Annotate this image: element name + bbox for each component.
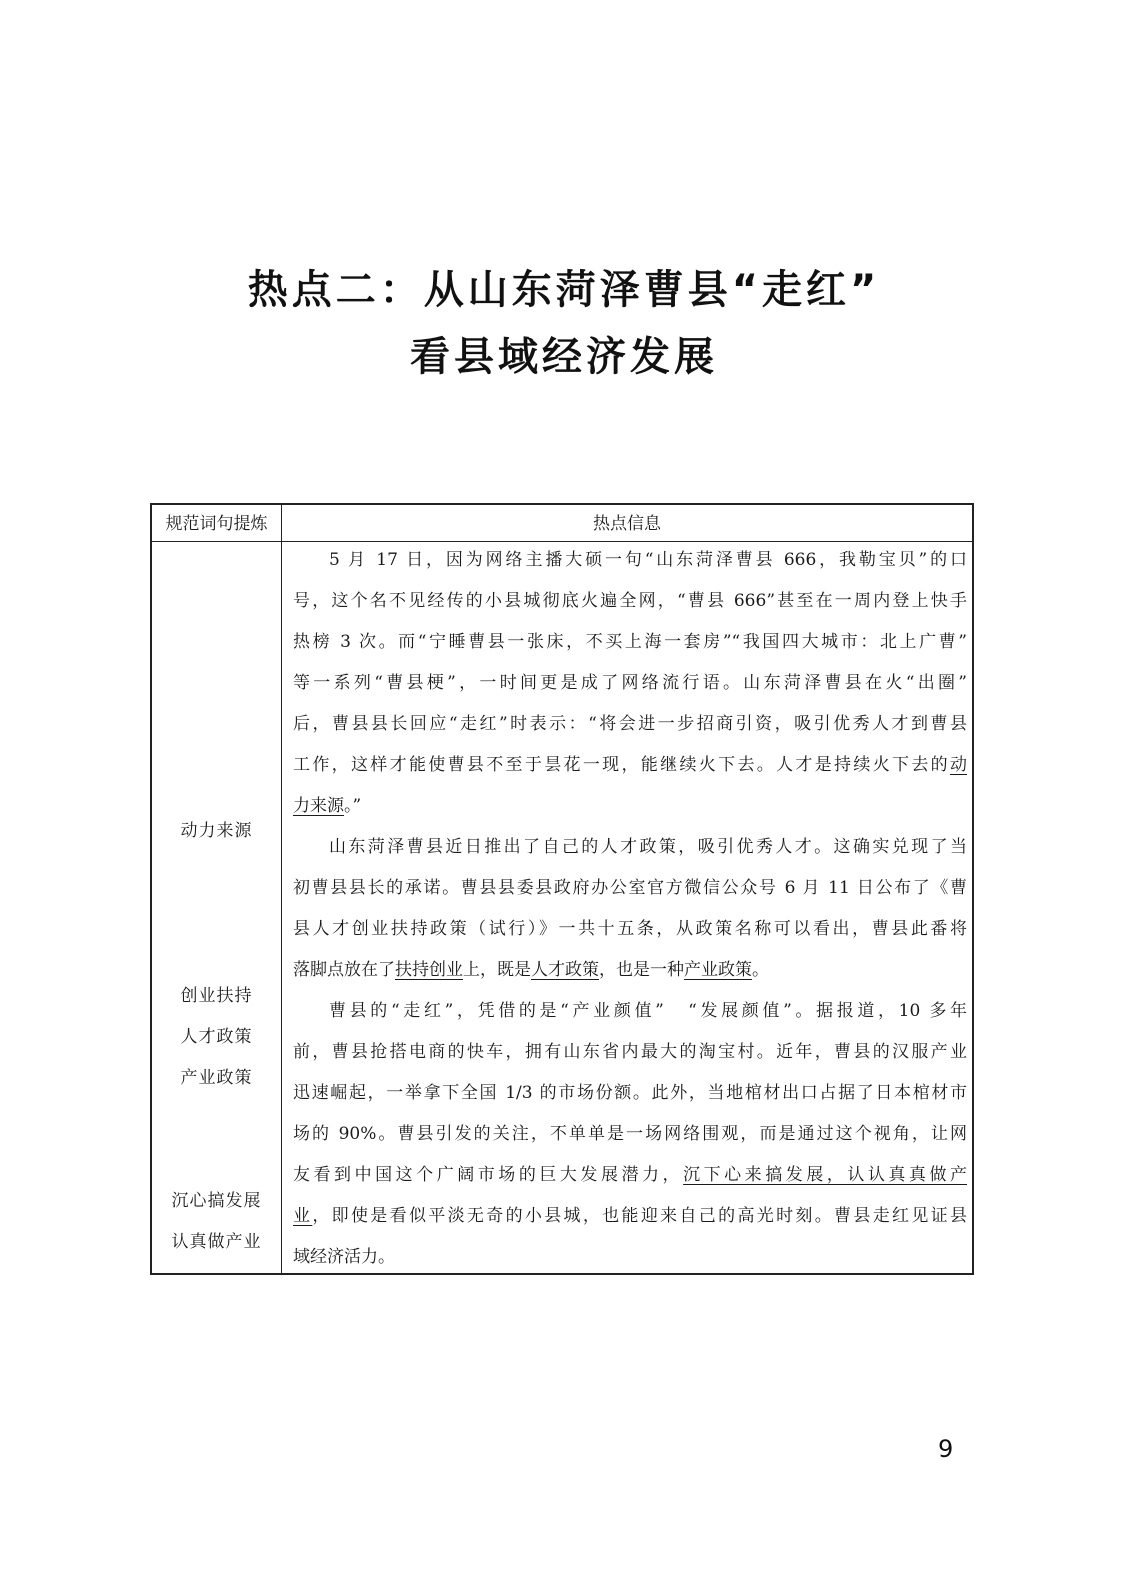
hotspot-table xyxy=(150,503,974,1275)
info-line: 后，曹县县长回应“走红”时表示：“将会进一步招商引资，吸引优秀人才到曹县 xyxy=(293,714,967,734)
info-line: 曹县的“走红”，凭借的是“产业颜值” “发展颜值”。据报道，10 多年 xyxy=(329,1001,967,1021)
info-line: 场的 90%。曹县引发的关注，不单单是一场网络围观，而是通过这个视角，让网 xyxy=(293,1124,967,1144)
info-line: 域经济活力。 xyxy=(293,1247,395,1267)
info-line: 业，即使是看似平淡无奇的小县城，也能迎来自己的高光时刻。曹县走红见证县 xyxy=(293,1206,967,1226)
underline-dongli-cont: 力来源 xyxy=(293,796,344,816)
info-line: 热榜 3 次。而“宁睡曹县一张床，不买上海一套房”“我国四大城市：北上广曹” xyxy=(293,632,967,652)
column-divider xyxy=(281,505,282,1273)
info-line: 工作，这样才能使曹县不至于昙花一现，能继续火下去。人才是持续火下去的动 xyxy=(293,755,967,775)
info-line: 友看到中国这个广阔市场的巨大发展潜力，沉下心来搞发展，认认真真做产 xyxy=(293,1165,967,1185)
header-info: 热点信息 xyxy=(593,514,661,534)
info-line: 迅速崛起，一举拿下全国 1/3 的市场份额。此外，当地棺材出口占据了日本棺材市 xyxy=(293,1083,967,1103)
page-number: 9 xyxy=(938,1435,954,1463)
keyword-renzhen: 认真做产业 xyxy=(171,1232,262,1252)
page-title-line-1: 热点二：从山东菏泽曹县“走红” xyxy=(247,267,881,313)
info-line: 落脚点放在了扶持创业上，既是人才政策，也是一种产业政策。 xyxy=(293,960,769,980)
info-line: 力来源。” xyxy=(293,796,362,816)
keyword-chenxin: 沉心搞发展 xyxy=(171,1191,262,1211)
underline-rencai: 人才政策 xyxy=(531,960,599,980)
header-keywords: 规范词句提炼 xyxy=(165,514,268,534)
info-line: 山东菏泽曹县近日推出了自己的人才政策，吸引优秀人才。这确实兑现了当 xyxy=(329,837,967,857)
info-line: 等一系列“曹县梗”，一时间更是成了网络流行语。山东菏泽曹县在火“出圈” xyxy=(293,673,967,693)
info-line: 前，曹县抢搭电商的快车，拥有山东省内最大的淘宝村。近年，曹县的汉服产业 xyxy=(293,1042,967,1062)
page-title-line-2: 看县域经济发展 xyxy=(410,334,718,380)
info-line: 县人才创业扶持政策（试行）》一共十五条，从政策名称可以看出，曹县此番将 xyxy=(293,919,967,939)
header-divider xyxy=(152,541,972,542)
underline-chenxin: 沉下心来搞发展，认认真真做产 xyxy=(683,1165,967,1185)
info-line: 号，这个名不见经传的小县城彻底火遍全网，“曹县 666”甚至在一周内登上快手 xyxy=(293,591,967,611)
keyword-dongli: 动力来源 xyxy=(180,821,253,841)
underline-chanye: 产业政策 xyxy=(684,960,752,980)
underline-chuangye: 扶持创业 xyxy=(395,960,463,980)
keyword-chanye: 产业政策 xyxy=(180,1068,253,1088)
info-line: 5 月 17 日，因为网络主播大硕一句“山东菏泽曹县 666，我勒宝贝”的口 xyxy=(329,550,967,570)
keyword-rencai: 人才政策 xyxy=(180,1027,253,1047)
keyword-chuangye: 创业扶持 xyxy=(180,986,253,1006)
underline-dongli: 动 xyxy=(950,755,967,775)
info-line: 初曹县县长的承诺。曹县县委县政府办公室官方微信公众号 6 月 11 日公布了《曹 xyxy=(293,878,967,898)
underline-chenxin-cont: 业 xyxy=(293,1206,313,1226)
